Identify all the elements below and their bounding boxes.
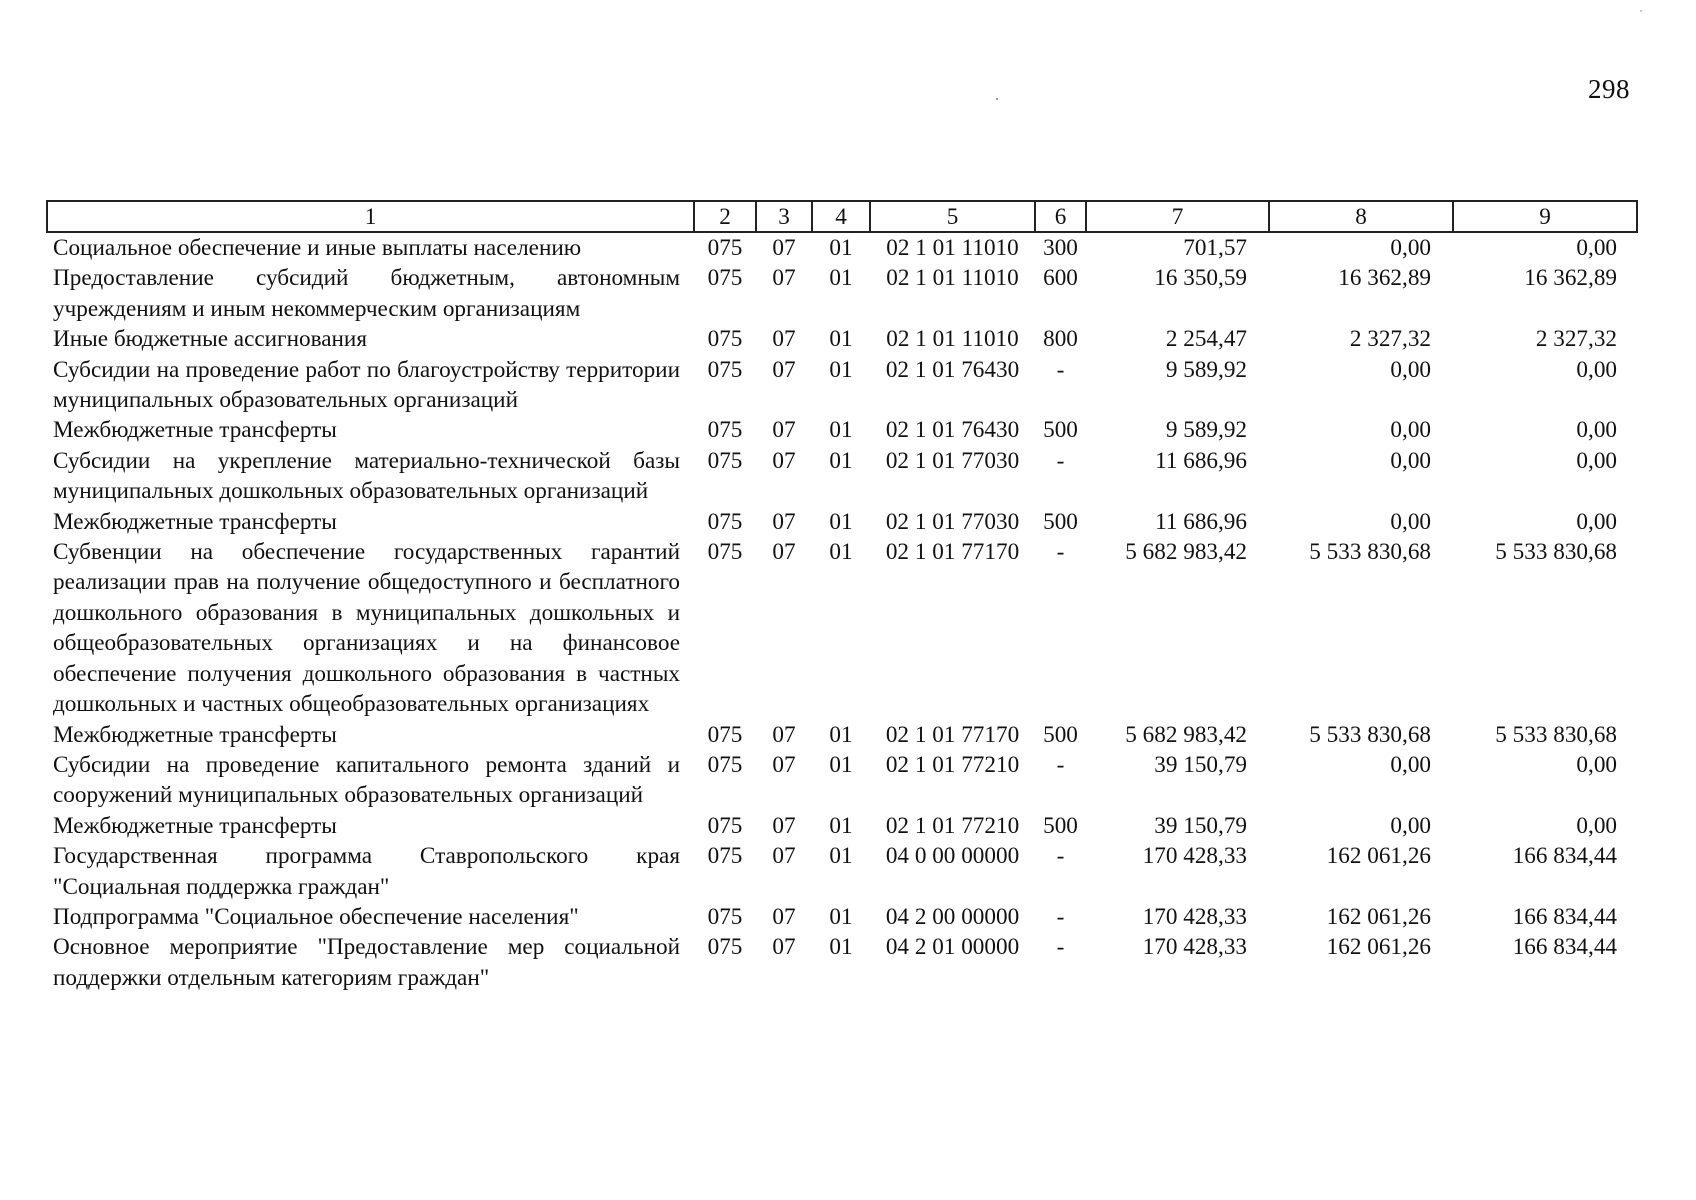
amount-col-9: 5 533 830,68 xyxy=(1495,539,1617,566)
expense-type-code: - xyxy=(1056,843,1065,870)
amount-col-9: 0,00 xyxy=(1576,447,1617,474)
amount-col-9: 0,00 xyxy=(1576,508,1617,535)
amount-col-8: 16 362,89 xyxy=(1338,265,1431,292)
amount-col-9: 0,00 xyxy=(1576,356,1617,383)
table-row xyxy=(47,263,1637,324)
section-code: 07 xyxy=(772,326,796,353)
expense-type-code: 300 xyxy=(1043,235,1078,261)
row-name: Субсидии на укрепление материально-технической базы муниципальных дошкольных образовательных организаций xyxy=(53,447,680,505)
subsection-code: 01 xyxy=(829,447,853,474)
section-code: 07 xyxy=(772,356,796,383)
amount-col-8: 5 533 830,68 xyxy=(1309,539,1431,566)
expense-type-code: - xyxy=(1056,356,1065,383)
ministry-code: 075 xyxy=(707,934,743,961)
amount-col-7: 11 686,96 xyxy=(1155,508,1247,535)
ministry-code: 075 xyxy=(707,539,743,566)
table-row xyxy=(47,932,1637,993)
amount-col-7: 170 428,33 xyxy=(1142,903,1247,930)
amount-col-9: 5 533 830,68 xyxy=(1495,721,1617,748)
subsection-code: 01 xyxy=(829,326,853,353)
header-cell-1: 1 xyxy=(47,201,694,232)
target-article-code: 02 1 01 77170 xyxy=(885,539,1020,566)
table-row xyxy=(47,902,1637,932)
subsection-code: 01 xyxy=(829,539,853,566)
amount-col-7: 9 589,92 xyxy=(1165,417,1247,444)
expense-type-code: 500 xyxy=(1043,721,1078,748)
table-row xyxy=(47,537,1637,719)
section-code: 07 xyxy=(772,721,796,748)
subsection-code: 01 xyxy=(829,356,853,383)
amount-col-9: 0,00 xyxy=(1576,812,1617,839)
row-name: Государственная программа Ставропольского края "Социальная поддержка граждан" xyxy=(53,843,680,900)
scan-speck xyxy=(1640,10,1642,12)
section-code: 07 xyxy=(772,539,796,566)
ministry-code: 075 xyxy=(707,721,743,748)
expense-type-code: 500 xyxy=(1043,508,1078,535)
subsection-code: 01 xyxy=(829,934,853,961)
table-body xyxy=(47,232,1637,993)
target-article-code: 02 1 01 77030 xyxy=(885,508,1020,535)
table-row xyxy=(47,811,1637,841)
header-cell-7: 7 xyxy=(1086,201,1269,232)
expense-type-code: 600 xyxy=(1043,265,1078,292)
section-code: 07 xyxy=(772,812,796,839)
amount-col-8: 0,00 xyxy=(1390,812,1431,839)
target-article-code: 04 0 00 00000 xyxy=(885,843,1020,870)
expense-type-code: - xyxy=(1056,539,1065,566)
target-article-code: 02 1 01 76430 xyxy=(885,417,1020,444)
ministry-code: 075 xyxy=(707,356,743,383)
subsection-code: 01 xyxy=(829,721,853,748)
table-row xyxy=(47,841,1637,902)
row-name: Предоставление субсидий бюджетным, автономным учреждениям и иным некоммерческим организациям xyxy=(53,265,680,322)
section-code: 07 xyxy=(772,235,796,261)
row-name: Иные бюджетные ассигнования xyxy=(53,326,367,353)
target-article-code: 04 2 00 00000 xyxy=(885,903,1020,930)
section-code: 07 xyxy=(772,417,796,444)
subsection-code: 01 xyxy=(829,508,853,535)
row-name: Межбюджетные трансферты xyxy=(53,508,337,535)
table-row xyxy=(47,415,1637,445)
expense-type-code: - xyxy=(1056,934,1065,961)
row-name: Подпрограмма "Социальное обеспечение населения" xyxy=(53,903,579,930)
header-cell-4: 4 xyxy=(812,201,870,232)
target-article-code: 02 1 01 77210 xyxy=(885,812,1020,839)
row-name: Межбюджетные трансферты xyxy=(53,721,337,748)
amount-col-8: 2 327,32 xyxy=(1349,326,1431,353)
amount-col-7: 2 254,47 xyxy=(1165,326,1247,353)
amount-col-9: 2 327,32 xyxy=(1535,326,1617,353)
amount-col-8: 5 533 830,68 xyxy=(1309,721,1431,748)
amount-col-7: 39 150,79 xyxy=(1154,812,1247,839)
table-row xyxy=(47,446,1637,507)
scan-speck xyxy=(996,98,998,100)
ministry-code: 075 xyxy=(707,265,743,292)
amount-col-7: 11 686,96 xyxy=(1155,447,1247,474)
amount-col-9: 0,00 xyxy=(1576,417,1617,444)
amount-col-7: 16 350,59 xyxy=(1154,265,1247,292)
amount-col-7: 701,57 xyxy=(1183,235,1247,261)
amount-col-8: 0,00 xyxy=(1390,751,1431,778)
amount-col-7: 9 589,92 xyxy=(1165,356,1247,383)
ministry-code: 075 xyxy=(707,447,743,474)
subsection-code: 01 xyxy=(829,235,853,261)
row-name: Субсидии на проведение работ по благоустройству территории муниципальных образовательных организаций xyxy=(53,356,680,414)
amount-col-7: 170 428,33 xyxy=(1142,934,1247,961)
section-code: 07 xyxy=(772,843,796,870)
section-code: 07 xyxy=(772,751,796,778)
header-cell-5: 5 xyxy=(870,201,1035,232)
ministry-code: 075 xyxy=(707,812,743,839)
amount-col-8: 162 061,26 xyxy=(1326,934,1431,961)
subsection-code: 01 xyxy=(829,812,853,839)
header-row xyxy=(47,201,1637,232)
target-article-code: 02 1 01 77210 xyxy=(885,751,1020,778)
amount-col-8: 0,00 xyxy=(1390,417,1431,444)
ministry-code: 075 xyxy=(707,235,743,261)
table-row xyxy=(47,324,1637,354)
section-code: 07 xyxy=(772,265,796,292)
ministry-code: 075 xyxy=(707,417,743,444)
row-name: Межбюджетные трансферты xyxy=(53,812,337,839)
subsection-code: 01 xyxy=(829,751,853,778)
amount-col-9: 166 834,44 xyxy=(1512,903,1617,930)
expense-type-code: 500 xyxy=(1043,417,1078,444)
amount-col-7: 5 682 983,42 xyxy=(1125,539,1247,566)
row-name: Социальное обеспечение и иные выплаты населению xyxy=(53,235,582,261)
amount-col-8: 162 061,26 xyxy=(1326,903,1431,930)
table-row xyxy=(47,720,1637,750)
expense-type-code: - xyxy=(1056,903,1065,930)
amount-col-9: 0,00 xyxy=(1576,235,1617,261)
subsection-code: 01 xyxy=(829,417,853,444)
target-article-code: 02 1 01 11010 xyxy=(886,235,1019,261)
row-name: Межбюджетные трансферты xyxy=(53,417,337,444)
amount-col-8: 0,00 xyxy=(1390,508,1431,535)
amount-col-7: 5 682 983,42 xyxy=(1125,721,1247,748)
row-name: Основное мероприятие "Предоставление мер социальной поддержки отдельным категориям граждан" xyxy=(53,934,680,991)
amount-col-7: 170 428,33 xyxy=(1142,843,1247,870)
subsection-code: 01 xyxy=(829,265,853,292)
amount-col-9: 166 834,44 xyxy=(1512,934,1617,961)
target-article-code: 02 1 01 11010 xyxy=(886,265,1019,292)
amount-col-8: 0,00 xyxy=(1390,235,1431,261)
row-name: Субвенции на обеспечение государственных гарантий реализации прав на получение общедоступного и бесплатного дошкольного образования в муниципальных дошкольных и общеобразовательных организациях и на финансовое обеспечение получения дошкольного образования в частных дошкольных и частных общеобразовательных организациях xyxy=(53,539,680,718)
ministry-code: 075 xyxy=(707,751,743,778)
ministry-code: 075 xyxy=(707,326,743,353)
amount-col-8: 0,00 xyxy=(1390,356,1431,383)
page-number: 298 xyxy=(1588,74,1630,104)
ministry-code: 075 xyxy=(707,843,743,870)
target-article-code: 02 1 01 11010 xyxy=(886,326,1019,353)
expense-type-code: 800 xyxy=(1043,326,1078,353)
section-code: 07 xyxy=(772,508,796,535)
expense-type-code: - xyxy=(1056,447,1065,474)
header-cell-3: 3 xyxy=(756,201,812,232)
header-cell-2: 2 xyxy=(694,201,756,232)
header-cell-8: 8 xyxy=(1269,201,1453,232)
amount-col-9: 16 362,89 xyxy=(1524,265,1617,292)
amount-col-9: 166 834,44 xyxy=(1512,843,1617,870)
table-row xyxy=(47,750,1637,811)
ministry-code: 075 xyxy=(707,508,743,535)
subsection-code: 01 xyxy=(829,903,853,930)
section-code: 07 xyxy=(772,447,796,474)
target-article-code: 02 1 01 77030 xyxy=(885,447,1020,474)
row-name: Субсидии на проведение капитального ремонта зданий и сооружений муниципальных образовательных организаций xyxy=(53,751,680,809)
amount-col-7: 39 150,79 xyxy=(1154,751,1247,778)
budget-table xyxy=(46,200,1638,993)
table-row xyxy=(47,355,1637,416)
ministry-code: 075 xyxy=(707,903,743,930)
target-article-code: 02 1 01 76430 xyxy=(885,356,1020,383)
amount-col-8: 0,00 xyxy=(1390,447,1431,474)
target-article-code: 04 2 01 00000 xyxy=(885,934,1020,961)
header-cell-9: 9 xyxy=(1453,201,1637,232)
subsection-code: 01 xyxy=(829,843,853,870)
expense-type-code: 500 xyxy=(1043,812,1078,839)
table-header xyxy=(47,201,1637,232)
expense-type-code: - xyxy=(1056,751,1065,778)
section-code: 07 xyxy=(772,934,796,961)
section-code: 07 xyxy=(772,903,796,930)
amount-col-8: 162 061,26 xyxy=(1326,843,1431,870)
target-article-code: 02 1 01 77170 xyxy=(885,721,1020,748)
table-row xyxy=(47,507,1637,537)
header-cell-6: 6 xyxy=(1035,201,1086,232)
table-row xyxy=(47,232,1637,263)
amount-col-9: 0,00 xyxy=(1576,751,1617,778)
